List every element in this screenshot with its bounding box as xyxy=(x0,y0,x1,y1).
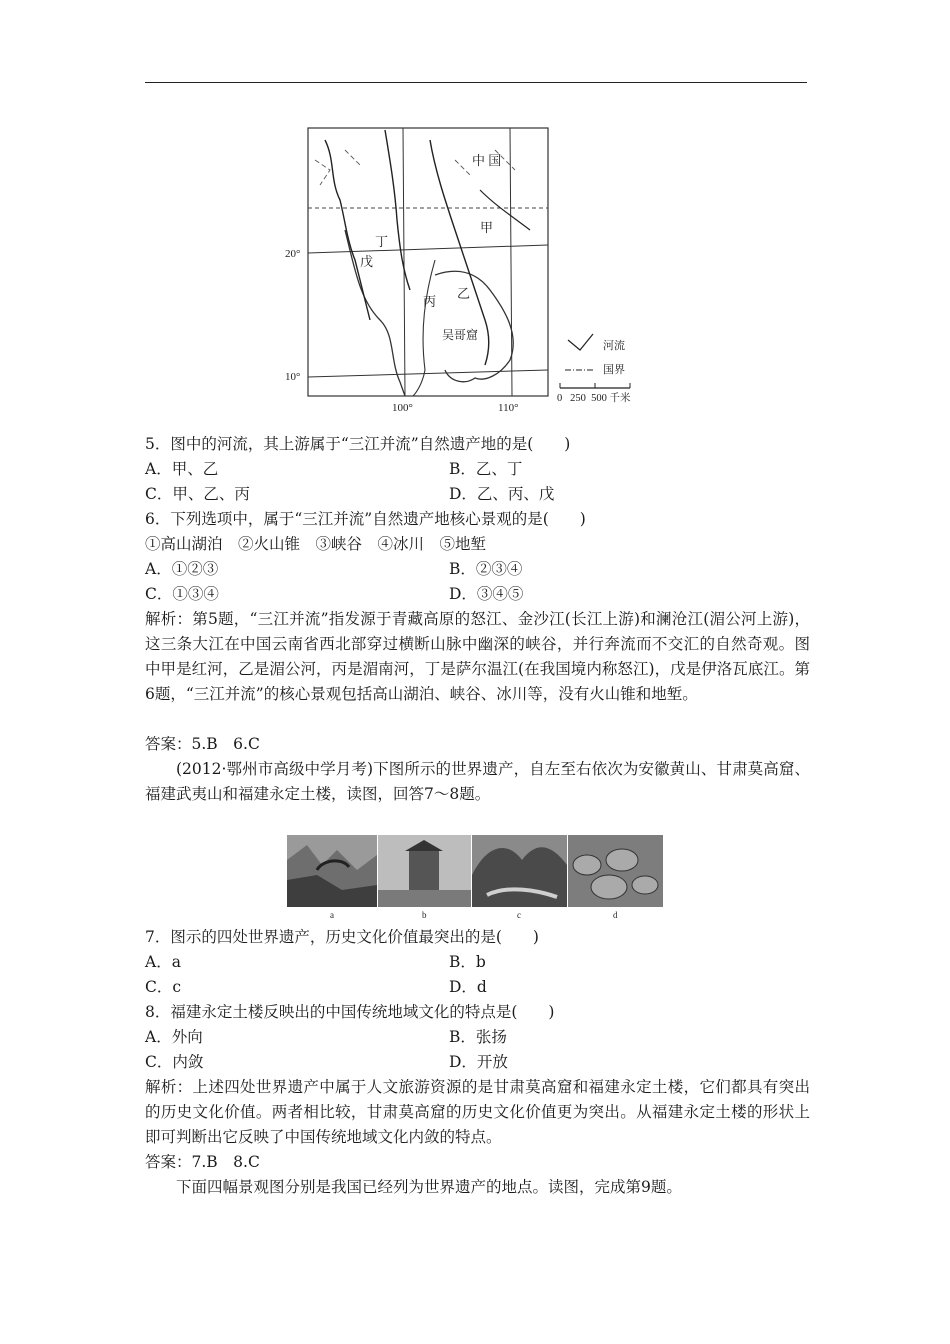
map-label-yi: 乙 xyxy=(457,286,471,301)
photo-c xyxy=(472,835,567,907)
q5-option-d: D．乙、丙、戊 xyxy=(449,485,555,503)
heritage-photos xyxy=(287,835,663,920)
q7-option-a: A．a xyxy=(145,953,181,971)
map-label-bing: 丙 xyxy=(423,294,437,309)
answer-7-8: 答案：7.B 8.C xyxy=(145,1153,260,1171)
photo-d xyxy=(568,835,663,907)
q6-option-a: A．①②③ xyxy=(145,560,219,578)
legend-border: 国界 xyxy=(603,364,625,376)
analysis-5-6: 解析：第5题，“三江并流”指发源于青藏高原的怒江、金沙江(长江上游)和澜沧江(湄公河上游)，这三条大江在中国云南省西北部穿过横断山脉中幽深的峡谷，并行奔流而不交汇的自然奇观。图中甲是红河，乙是湄公河，丙是湄南河，丁是萨尔温江(在我国境内称怒江)，戊是伊洛瓦底江。第6题，“三江并流”的核心景观包括高山湖泊、峡谷、冰川等，没有火山锥和地堑。 xyxy=(145,610,810,703)
q5-option-c: C．甲、乙、丙 xyxy=(145,485,250,503)
map-label-jia: 甲 xyxy=(480,220,494,235)
q7-option-d: D．d xyxy=(449,978,487,996)
map-label-ding: 丁 xyxy=(375,234,389,249)
q5-stem: 5．图中的河流，其上游属于“三江并流”自然遗产地的是( ) xyxy=(145,435,571,453)
q6-stem: 6．下列选项中，属于“三江并流”自然遗产地核心景观的是( ) xyxy=(145,510,586,528)
q8-stem: 8．福建永定土楼反映出的中国传统地域文化的特点是( ) xyxy=(145,1003,555,1021)
legend-river: 河流 xyxy=(603,340,625,352)
lat-label-10: 10° xyxy=(285,371,301,383)
southeast-asia-map xyxy=(285,120,665,420)
answer-5-6: 答案：5.B 6.C xyxy=(145,735,260,753)
legend-river-icon xyxy=(568,334,593,350)
photo-caption-b: b xyxy=(422,910,427,920)
analysis-7-8: 解析：上述四处世界遗产中属于人文旅游资源的是甘肃莫高窟和福建永定土楼，它们都具有突出的历史文化价值。两者相比较，甘肃莫高窟的历史文化价值更为突出。从福建永定土楼的形状上即可判断出它反映了中国传统地域文化内敛的特点。 xyxy=(145,1078,810,1146)
q6-items: ①高山湖泊 ②火山锥 ③峡谷 ④冰川 ⑤地堑 xyxy=(145,535,487,553)
intro-7-8: (2012·鄂州市高级中学月考)下图所示的世界遗产，自左至右依次为安徽黄山、甘肃莫高窟、福建武夷山和福建永定土楼，读图，回答7～8题。 xyxy=(145,760,810,803)
q7-stem: 7．图示的四处世界遗产，历史文化价值最突出的是( ) xyxy=(145,928,539,946)
q6-option-d: D．③④⑤ xyxy=(449,585,524,603)
photo-a xyxy=(287,835,377,907)
photo-caption-c: c xyxy=(517,910,521,920)
legend-scale: 0 250 500 千米 xyxy=(557,393,631,404)
lon-label-100: 100° xyxy=(392,402,413,414)
map-label-angkor: 吴哥窟 xyxy=(442,328,479,342)
q8-option-a: A．外向 xyxy=(145,1028,203,1046)
q8-option-b: B．张扬 xyxy=(449,1028,507,1046)
q5-option-a: A．甲、乙 xyxy=(145,460,219,478)
intro-9: 下面四幅景观图分别是我国已经列为世界遗产的地点。读图，完成第9题。 xyxy=(176,1178,682,1196)
lat-label-20: 20° xyxy=(285,248,301,260)
q6-option-c: C．①③④ xyxy=(145,585,219,603)
map-label-wu: 戊 xyxy=(360,254,374,269)
photo-caption-a: a xyxy=(330,910,334,920)
q6-option-b: B．②③④ xyxy=(449,560,523,578)
q8-option-d: D．开放 xyxy=(449,1053,508,1071)
map-label-china: 中 国 xyxy=(472,153,502,168)
photo-caption-d: d xyxy=(613,910,618,920)
q7-option-c: C．c xyxy=(145,978,182,996)
lon-label-110: 110° xyxy=(498,402,519,414)
header-rule xyxy=(145,82,807,83)
photo-b xyxy=(378,835,471,907)
q7-option-b: B．b xyxy=(449,953,486,971)
q8-option-c: C．内敛 xyxy=(145,1053,204,1071)
q5-option-b: B．乙、丁 xyxy=(449,460,523,478)
